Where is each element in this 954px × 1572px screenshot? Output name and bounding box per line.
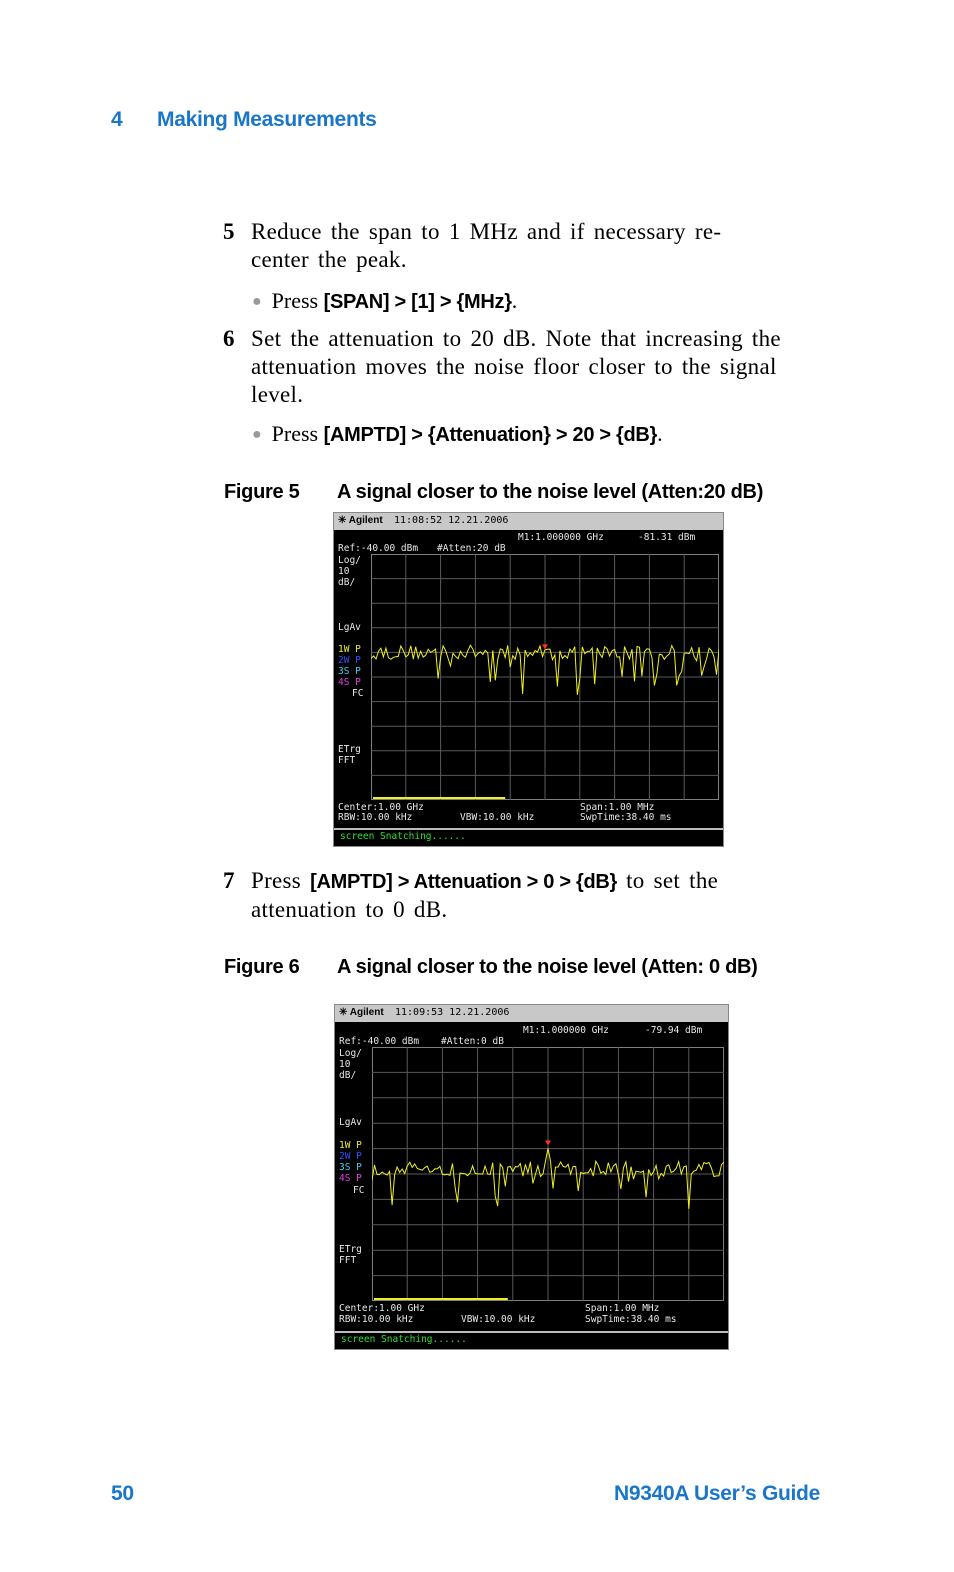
timestamp: 11:09:53 12.21.2006 [395,1007,510,1018]
scale-log: Log/ [338,555,361,566]
step-number: 6 [223,326,235,351]
trigger-label: ETrg [339,1244,362,1255]
rbw: RBW:10.00 kHz [338,812,413,823]
trace-1-label: 1W P [339,1140,362,1151]
marker-level: -79.94 dBm [645,1025,703,1036]
key-sequence: [AMPTD] > Attenuation > 0 > {dB} [310,871,618,893]
trace-4-label: 4S P [338,677,361,688]
press-prefix: Press [271,288,319,313]
press-prefix: Press [271,421,319,446]
fc-label: FC [352,688,364,699]
center-frequency: Center:1.00 GHz [338,802,424,813]
trace-4-label: 4S P [339,1173,362,1184]
trace-1-label: 1W P [338,644,361,655]
step-text: Reduce the span to 1 MHz and if necessary re- center the peak. [251,219,722,272]
press-suffix: . [511,288,518,313]
detector-mode: LgAv [339,1117,362,1128]
status-text: screen Snatching...... [341,1334,467,1345]
step-6 [223,325,823,413]
scale-log: Log/ [339,1048,362,1059]
chapter-number: 4 [111,108,123,131]
screen-title-bar [334,513,723,530]
figure-label: Figure 6 [224,956,300,978]
status-bar [334,828,723,846]
press-suffix: . [657,421,663,446]
fc-label: FC [353,1185,365,1196]
sweep-progress-indicator [374,1298,508,1300]
step-number: 7 [223,868,235,893]
fft-label: FFT [339,1255,357,1266]
marker-icon [545,1140,551,1145]
brand-logo: ✳ Agilent [338,515,383,526]
step-number: 5 [223,219,235,244]
bullet-icon: ● [252,293,262,310]
step-text: to set the attenuation to 0 dB. [251,868,719,922]
reference-level: Ref:-40.00 dBm [339,1036,420,1047]
bullet-icon: ● [252,426,262,443]
scale-unit: dB/ [339,1070,357,1081]
sweep-time: SwpTime:38.40 ms [580,812,672,823]
marker-frequency: M1:1.000000 GHz [518,532,604,543]
vbw: VBW:10.00 kHz [461,1314,536,1325]
step-5 [223,218,783,278]
sweep-time: SwpTime:38.40 ms [585,1314,677,1325]
timestamp: 11:08:52 12.21.2006 [394,515,509,526]
step-6-press [252,420,663,449]
analyzer-screen-figure-6 [334,1004,729,1350]
marker-level: -81.31 dBm [638,532,696,543]
attenuation: #Atten:20 dB [437,543,506,554]
press-prefix: Press [251,868,302,893]
attenuation: #Atten:0 dB [441,1036,504,1047]
key-sequence: [SPAN] > [1] > {MHz} [323,291,512,313]
trace-3-label: 3S P [339,1162,362,1173]
reference-level: Ref:-40.00 dBm [338,543,419,554]
status-bar [335,1331,728,1349]
vbw: VBW:10.00 kHz [460,812,535,823]
status-text: screen Snatching...... [340,831,466,842]
figure-caption: A signal closer to the noise level (Atten:20 dB) [337,481,764,503]
sweep-progress-indicator [373,797,505,799]
scale-unit: dB/ [338,577,356,588]
chapter-title: Making Measurements [157,108,377,131]
trace-2-label: 2W P [339,1151,362,1162]
center-frequency: Center:1.00 GHz [339,1303,425,1314]
analyzer-screen-figure-5 [333,512,724,847]
key-sequence: [AMPTD] > {Attenuation} > 20 > {dB} [323,424,658,446]
step-7 [223,867,813,927]
trace-2-label: 2W P [338,655,361,666]
step-text: Set the attenuation to 20 dB. Note that increasing the attenuation moves the noise floor closer to the signal level. [251,326,781,407]
detector-mode: LgAv [338,622,361,633]
span: Span:1.00 MHz [585,1303,660,1314]
marker-icon [542,644,548,649]
spectrum-plot [372,1047,724,1301]
scale-value: 10 [339,1059,351,1070]
step-5-press [252,287,517,316]
page-number: 50 [111,1482,134,1505]
spectrum-plot [371,554,719,800]
scale-value: 10 [338,566,350,577]
fft-label: FFT [338,755,356,766]
guide-title: N9340A User’s Guide [614,1482,820,1505]
rbw: RBW:10.00 kHz [339,1314,414,1325]
marker-frequency: M1:1.000000 GHz [523,1025,609,1036]
figure-label: Figure 5 [224,481,300,503]
screen-title-bar [335,1005,728,1022]
span: Span:1.00 MHz [580,802,655,813]
figure-caption: A signal closer to the noise level (Atten: 0 dB) [337,956,758,978]
trigger-label: ETrg [338,744,361,755]
brand-logo: ✳ Agilent [339,1007,384,1018]
trace-3-label: 3S P [338,666,361,677]
